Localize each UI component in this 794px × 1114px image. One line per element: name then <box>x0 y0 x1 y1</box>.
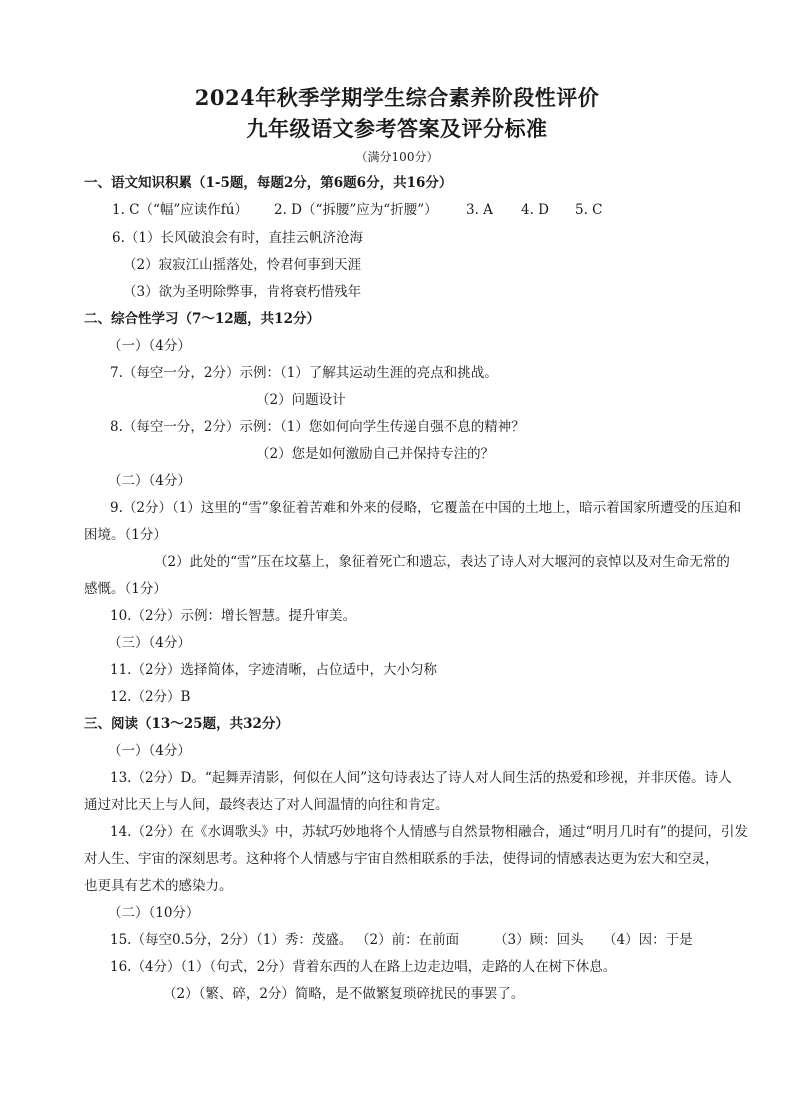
answer-2: 2. D（“拆腰”应为“折腰”） <box>274 202 438 218</box>
answer-11: 11.（2分）选择简体，字迹清晰，占位适中，大小匀称 <box>110 662 438 678</box>
answer-16-1: 16.（4分）（1）（句式，2分）背着东西的人在路上边走边唱，走路的人在树下休息。 <box>110 959 617 975</box>
answer-8-2: （2）您是如何激励自己并保持专注的？ <box>256 446 495 462</box>
answer-15-3: （3）顾：回头 <box>494 932 584 948</box>
answer-9-2-cont: 感慨。（1分） <box>84 581 167 597</box>
answer-13-cont: 通过对比天上与人间，最终表达了对人间温情的向往和肯定。 <box>84 797 449 813</box>
section-heading-knowledge: 一、语文知识积累（1-5题，每题2分，第6题6分，共16分） <box>84 175 453 191</box>
answer-6-2: （2）寂寂江山摇落处，怜君何事到天涯 <box>123 257 362 273</box>
answers-row-1-5 <box>0 201 794 219</box>
answer-7-2: （2）问题设计 <box>256 392 346 408</box>
answer-9-1-cont: 困境。（1分） <box>84 527 167 543</box>
answer-13: 13.（2分）D。“起舞弄清影，何似在人间”这句诗表达了诗人对人间生活的热爱和珍视，并非厌倦。诗人 <box>110 770 732 786</box>
answer-16-2: （2）（繁、碎，2分）简略，是不做繁复琐碎扰民的事罢了。 <box>163 986 525 1002</box>
part-heading: （二）（10分） <box>108 905 200 921</box>
answer-1: 1. C（“幅”应读作fú） <box>112 202 248 218</box>
answer-5: 5. C <box>575 202 603 218</box>
part-heading: （一）（4分） <box>108 338 191 354</box>
section-heading-reading: 三、阅读（13～25题，共32分） <box>84 716 289 732</box>
answer-4: 4. D <box>521 202 549 218</box>
answer-14: 14.（2分）在《水调歌头》中，苏轼巧妙地将个人情感与自然景物相融合，通过“明月几时有”的提问，引发 <box>110 824 748 840</box>
answer-15-1: 15.（每空0.5分，2分）（1）秀：茂盛。 <box>110 932 353 948</box>
answers-row-15 <box>0 931 794 949</box>
page-title: 2024年秋季学期学生综合素养阶段性评价 <box>194 85 600 110</box>
answer-14-cont-1: 对人生、宇宙的深刻思考。这种将个人情感与宇宙自然相联系的手法，使得词的情感表达更为宏大和空灵， <box>84 851 719 867</box>
part-heading: （二）（4分） <box>108 473 191 489</box>
full-score-note: （满分100分） <box>355 150 439 164</box>
answer-9-1: 9.（2分）（1）这里的“雪”象征着苦难和外来的侵略，它覆盖在中国的土地上，暗示着国家所遭受的压迫和 <box>110 500 742 516</box>
answer-9-2: （2）此处的“雪”压在坟墓上，象征着死亡和遗忘，表达了诗人对大堰河的哀悼以及对生命无常的 <box>154 554 730 570</box>
answer-6-1: 6.（1）长风破浪会有时，直挂云帆济沧海 <box>112 230 363 246</box>
answer-12: 12.（2分）B <box>110 689 191 705</box>
answer-6-3: （3）欲为圣明除弊事，肯将衰朽惜残年 <box>123 284 362 300</box>
answer-3: 3. A <box>466 202 493 218</box>
section-heading-integrated: 二、综合性学习（7～12题，共12分） <box>84 311 320 327</box>
part-heading: （一）（4分） <box>108 743 191 759</box>
answer-10: 10.（2分）示例：增长智慧。提升审美。 <box>110 608 357 624</box>
answer-7-1: 7.（每空一分，2分）示例：（1）了解其运动生涯的亮点和挑战。 <box>110 365 498 381</box>
answer-8-1: 8.（每空一分，2分）示例：（1）您如何向学生传递自强不息的精神？ <box>110 419 525 435</box>
page-subtitle: 九年级语文参考答案及评分标准 <box>246 116 548 141</box>
answer-15-2: （2）前：在前面 <box>356 932 460 948</box>
answer-15-4: （4）因：于是 <box>603 932 693 948</box>
part-heading: （三）（4分） <box>108 635 191 651</box>
answer-14-cont-2: 也更具有艺术的感染力。 <box>84 878 233 894</box>
